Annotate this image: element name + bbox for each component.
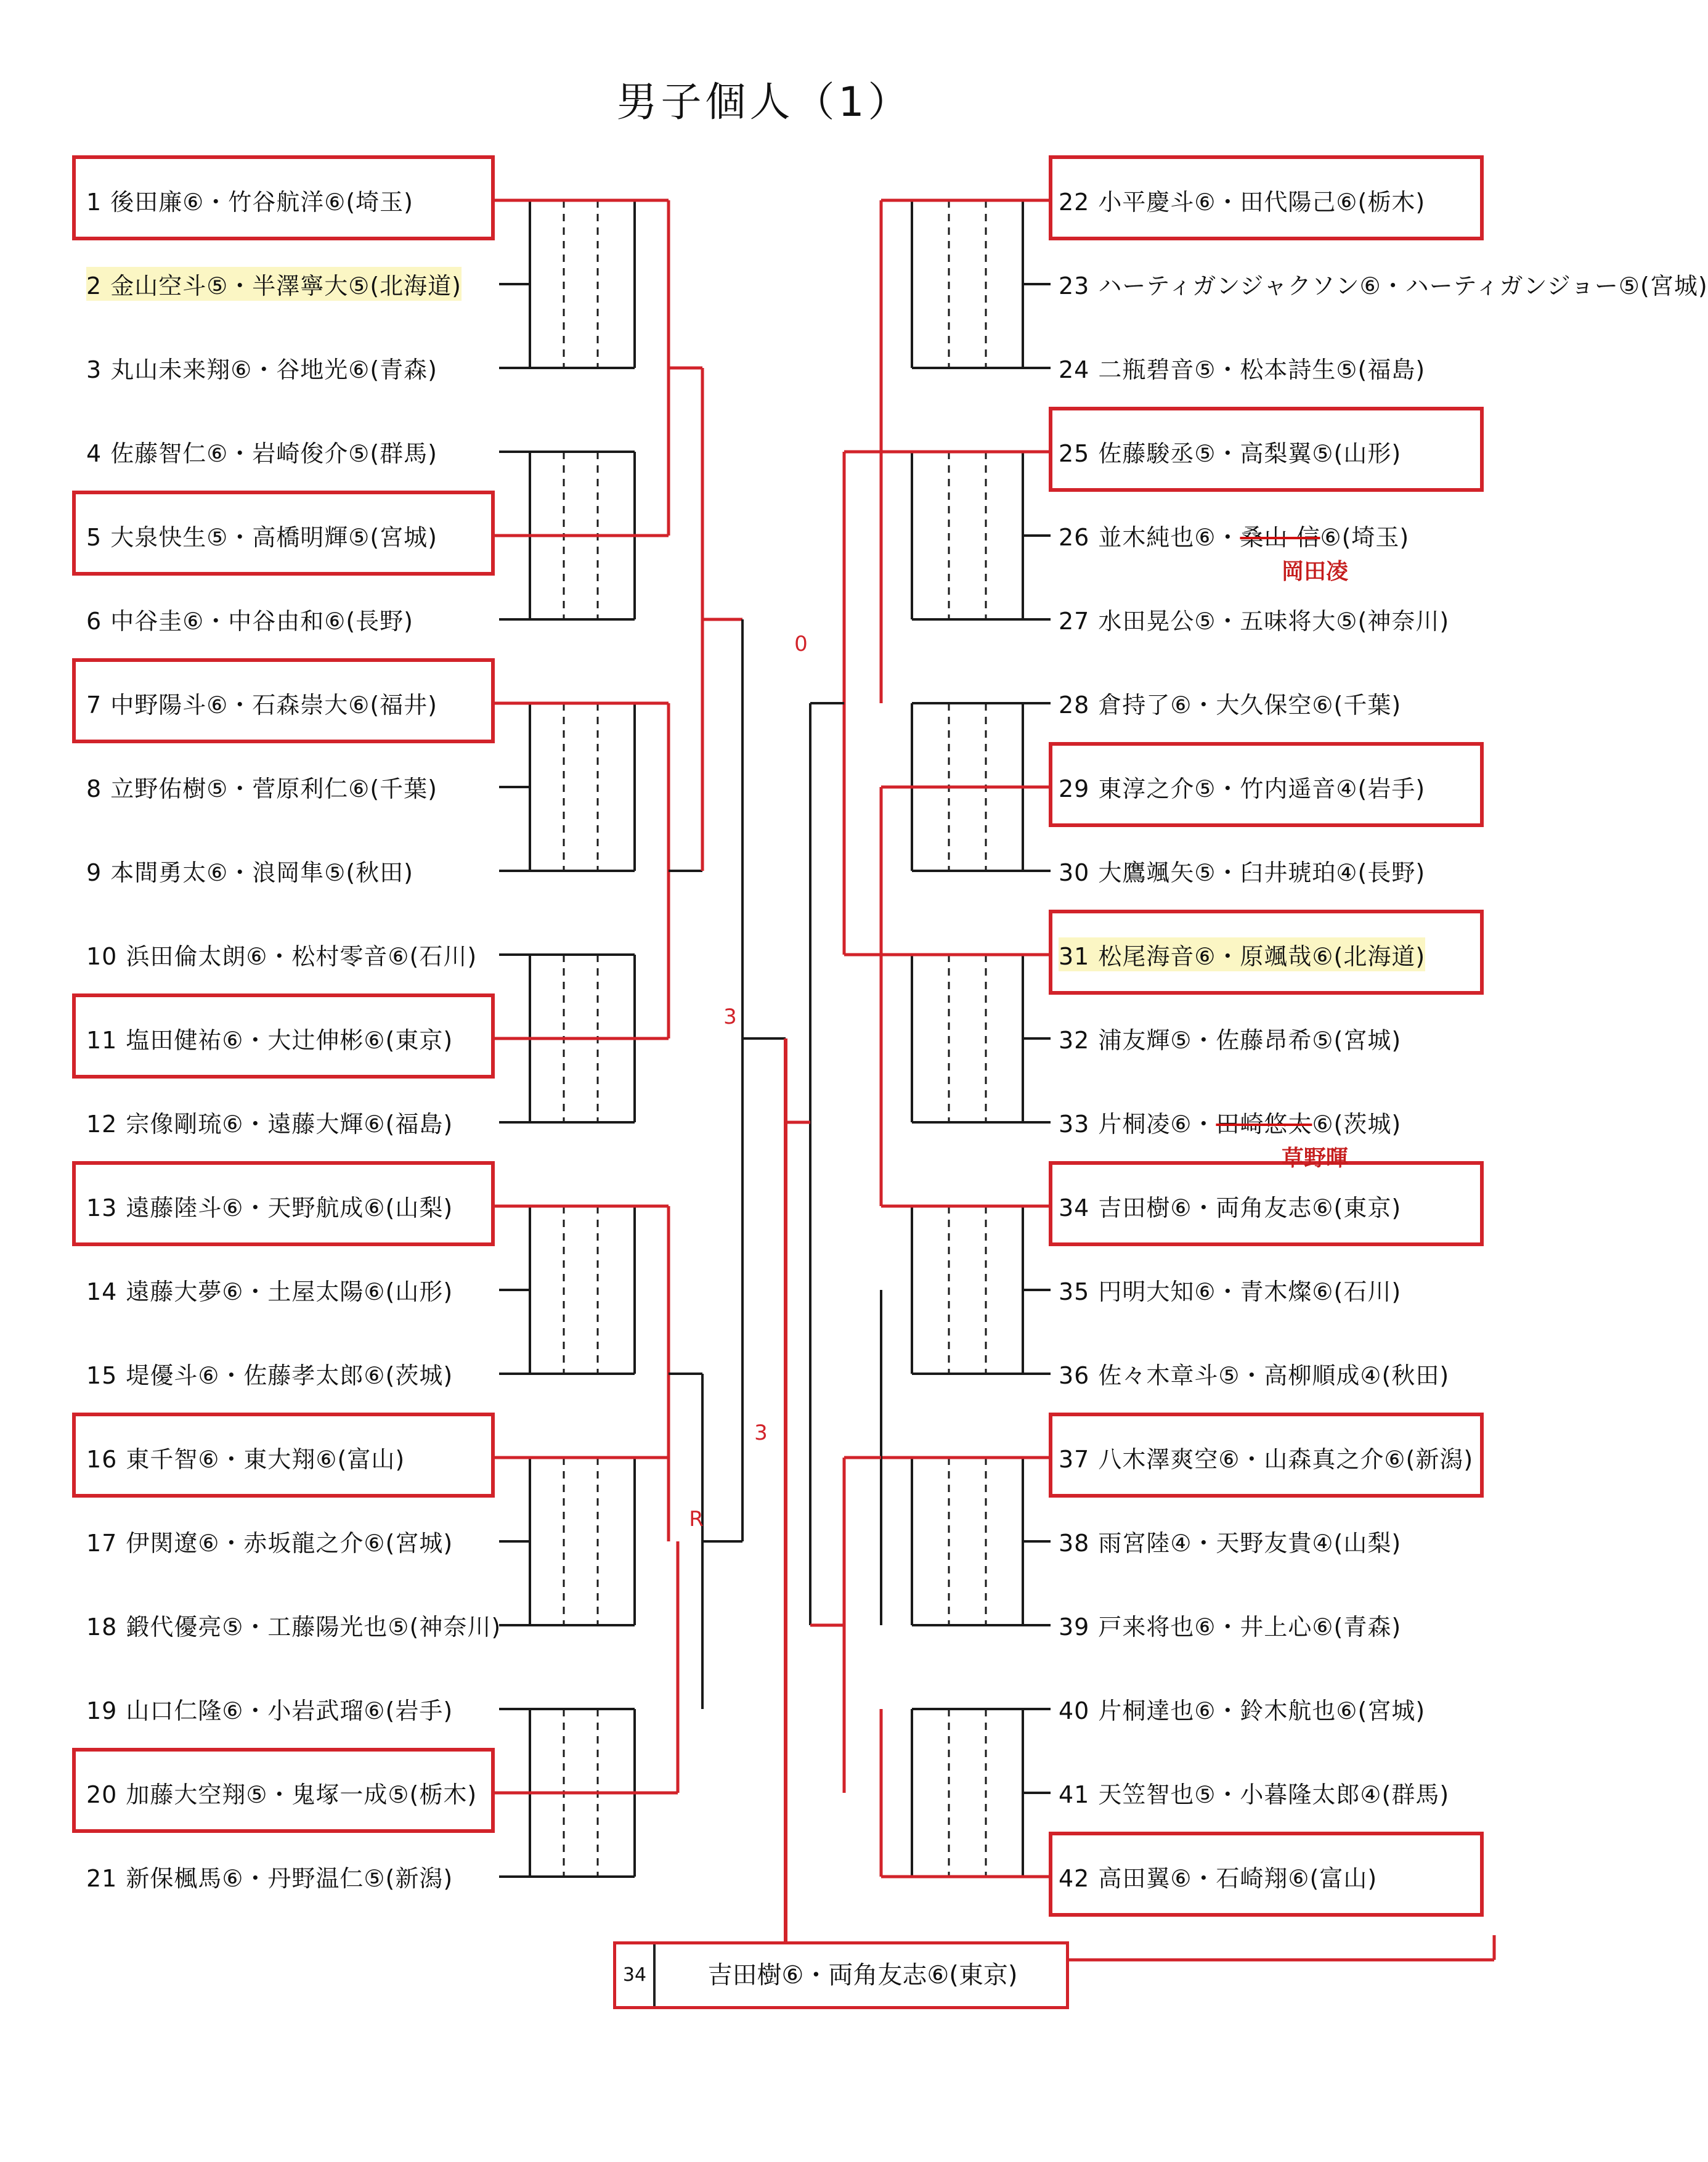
entry-9 <box>86 854 413 887</box>
entry-40 <box>1059 1692 1425 1726</box>
entry-name: 中野陽斗⑥・石森崇大⑥(福井) <box>110 691 437 719</box>
entry-number: 32 <box>1059 1027 1090 1054</box>
entry-name: 倉持了⑥・大久保空⑥(千葉) <box>1098 691 1402 719</box>
entry-number: 38 <box>1059 1530 1090 1557</box>
entry-number: 11 <box>86 1027 118 1054</box>
entry-number: 28 <box>1059 691 1090 719</box>
page-title: 男子個人（1） <box>616 78 913 126</box>
entry-18 <box>86 1608 501 1642</box>
entry-5 <box>86 518 437 552</box>
entry-name: 吉田樹⑥・両角友志⑥(東京) <box>1098 1194 1402 1222</box>
entry-name: 新保楓馬⑥・丹野温仁⑤(新潟) <box>126 1865 453 1892</box>
entry-number: 13 <box>86 1194 118 1222</box>
entry-39 <box>1059 1608 1401 1642</box>
entry-name: 伊関遼⑥・赤坂龍之介⑥(宮城) <box>126 1530 453 1557</box>
entry-27 <box>1059 602 1449 636</box>
entry-name: 本間勇太⑥・浪岡隼⑤(秋田) <box>110 859 413 886</box>
entry-number: 9 <box>86 859 102 886</box>
entry-number: 8 <box>86 775 102 802</box>
round-mark: R <box>689 1507 704 1532</box>
entry-name: 松尾海音⑥・原颯哉⑥(北海道) <box>1098 943 1426 970</box>
entry-number: 5 <box>86 524 102 551</box>
entry-24 <box>1059 351 1425 385</box>
entry-1 <box>86 183 413 217</box>
entry-name: ハーティガンジャクソン⑥・ハーティガンジョー⑤(宮城) <box>1098 272 1708 300</box>
entry-name: 宗像剛琉⑥・遠藤大輝⑥(福島) <box>126 1111 453 1138</box>
entry-38 <box>1059 1524 1401 1558</box>
entry-number: 15 <box>86 1362 118 1389</box>
entry-number: 17 <box>86 1530 118 1557</box>
entry-number: 18 <box>86 1613 118 1641</box>
entry-13 <box>86 1189 453 1223</box>
entry-name: 浜田倫太朗⑥・松村零音⑥(石川) <box>126 943 478 970</box>
entry-number: 34 <box>1059 1194 1090 1222</box>
entry-name: 鍛代優亮⑤・工藤陽光也⑤(神奈川) <box>126 1613 502 1641</box>
entry-name: 片桐達也⑥・鈴木航也⑥(宮城) <box>1098 1697 1426 1724</box>
entry-29 <box>1059 770 1425 804</box>
entry-number: 12 <box>86 1111 118 1138</box>
entry-12 <box>86 1105 453 1139</box>
entry-41 <box>1059 1776 1449 1809</box>
entry-name: 加藤大空翔⑤・鬼塚一成⑤(栃木) <box>126 1781 478 1808</box>
entry-name: 塩田健祐⑥・大辻伸彬⑥(東京) <box>126 1027 453 1054</box>
final-score-left: 3 <box>723 1005 737 1029</box>
entry-number: 10 <box>86 943 118 970</box>
entry-name: 高田翼⑥・石崎翔⑥(富山) <box>1098 1865 1378 1892</box>
entry-42 <box>1059 1859 1377 1893</box>
entry-name: 水田晃公⑤・五味将大⑤(神奈川) <box>1098 608 1450 635</box>
entry-26 <box>1059 518 1409 552</box>
entry-34 <box>1059 1189 1401 1223</box>
entry-31 <box>1059 937 1425 971</box>
entry-number: 22 <box>1059 189 1090 216</box>
entry-name: 天笠智也⑤・小暮隆太郎④(群馬) <box>1098 1781 1450 1808</box>
entry-28 <box>1059 686 1401 720</box>
entry-name: 中谷圭⑥・中谷由和⑥(長野) <box>110 608 413 635</box>
entry-32 <box>1059 1021 1401 1055</box>
champion-name: 吉田樹⑥・両角友志⑥(東京) <box>707 1961 1018 1989</box>
entry-number: 19 <box>86 1697 118 1724</box>
entry-number: 42 <box>1059 1865 1090 1892</box>
entry-number: 35 <box>1059 1278 1090 1305</box>
entry-15 <box>86 1356 453 1390</box>
entry-number: 36 <box>1059 1362 1090 1389</box>
final-score-right: 3 <box>754 1421 768 1445</box>
entry-name: 円明大知⑥・青木燦⑥(石川) <box>1098 1278 1402 1305</box>
entry-6 <box>86 602 413 636</box>
entry-number: 4 <box>86 440 102 467</box>
entry-name: 立野佑樹⑤・菅原利仁⑥(千葉) <box>110 775 437 802</box>
entry-number: 37 <box>1059 1446 1090 1473</box>
entry-2 <box>86 267 462 301</box>
entry-number: 26 <box>1059 524 1090 551</box>
entry-name: 並木純也⑥・ <box>1098 524 1240 551</box>
entry-name: 後田廉⑥・竹谷航洋⑥(埼玉) <box>110 189 413 216</box>
entry-number: 23 <box>1059 272 1090 300</box>
entry-number: 20 <box>86 1781 118 1808</box>
entry-name: 戸来将也⑥・井上心⑥(青森) <box>1098 1613 1402 1641</box>
entry-7 <box>86 686 437 720</box>
entry-name: 小平慶斗⑥・田代陽己⑥(栃木) <box>1098 189 1426 216</box>
entry-number: 21 <box>86 1865 118 1892</box>
entry-10 <box>86 937 477 971</box>
struck-name: 田崎悠太 <box>1216 1111 1312 1138</box>
entry-number: 25 <box>1059 440 1090 467</box>
entry-number: 1 <box>86 189 102 216</box>
entry-name: 大泉快生⑤・高橋明輝⑤(宮城) <box>110 524 437 551</box>
entry-name: 大鷹颯矢⑤・臼井琥珀④(長野) <box>1098 859 1426 886</box>
entry-37 <box>1059 1440 1473 1474</box>
entry-name: 丸山未来翔⑥・谷地光⑥(青森) <box>110 356 437 383</box>
entry-name: 遠藤大夢⑥・土屋太陽⑥(山形) <box>126 1278 453 1305</box>
entry-36 <box>1059 1356 1449 1390</box>
entry-number: 24 <box>1059 356 1090 383</box>
entry-name: 片桐凌⑥・ <box>1098 1111 1216 1138</box>
entry-35 <box>1059 1273 1401 1307</box>
entry-number: 14 <box>86 1278 118 1305</box>
entry-number: 6 <box>86 608 102 635</box>
entry-name: 佐藤智仁⑥・岩崎俊介⑤(群馬) <box>110 440 437 467</box>
round-mark: 0 <box>794 632 808 656</box>
entry-21 <box>86 1859 453 1893</box>
entry-number: 40 <box>1059 1697 1090 1724</box>
entry-name: 東淳之介⑤・竹内遥音④(岩手) <box>1098 775 1426 802</box>
entry-number: 30 <box>1059 859 1090 886</box>
entry-23 <box>1059 267 1708 301</box>
struck-name: 桑山 信 <box>1240 524 1320 551</box>
entry-11 <box>86 1021 453 1055</box>
entry-4 <box>86 434 437 468</box>
entry-number: 41 <box>1059 1781 1090 1808</box>
entry-14 <box>86 1273 453 1307</box>
entry-number: 33 <box>1059 1111 1090 1138</box>
entry-name: 遠藤陸斗⑥・天野航成⑥(山梨) <box>126 1194 453 1222</box>
entry-name: 堤優斗⑥・佐藤孝太郎⑥(茨城) <box>126 1362 453 1389</box>
entry-name: 山口仁隆⑥・小岩武瑠⑥(岩手) <box>126 1697 453 1724</box>
entry-22 <box>1059 183 1425 217</box>
entry-number: 29 <box>1059 775 1090 802</box>
entry-3 <box>86 351 437 385</box>
entry-name: 金山空斗⑤・半澤寧大⑤(北海道) <box>110 272 462 300</box>
entry-number: 31 <box>1059 943 1090 970</box>
entry-17 <box>86 1524 453 1558</box>
entry-name: 東千智⑥・東大翔⑥(富山) <box>126 1446 405 1473</box>
entry-number: 7 <box>86 691 102 719</box>
entry-8 <box>86 770 437 804</box>
entry-name: 佐藤駿丞⑤・高梨翼⑤(山形) <box>1098 440 1402 467</box>
entry-number: 2 <box>86 272 102 300</box>
entry-20 <box>86 1776 477 1809</box>
entry-number: 3 <box>86 356 102 383</box>
entry-number: 16 <box>86 1446 118 1473</box>
entry-33 <box>1059 1105 1401 1139</box>
entry-name: 二瓶碧音⑤・松本詩生⑤(福島) <box>1098 356 1426 383</box>
entry-number: 39 <box>1059 1613 1090 1641</box>
entry-30 <box>1059 854 1425 887</box>
entry-name: 佐々木章斗⑤・高柳順成④(秋田) <box>1098 1362 1450 1389</box>
entry-name: 浦友輝⑤・佐藤昂希⑤(宮城) <box>1098 1027 1402 1054</box>
entry-name: 雨宮陸④・天野友貴④(山梨) <box>1098 1530 1402 1557</box>
substitute-name: 草野暉 <box>1282 1146 1349 1171</box>
champion-number: 34 <box>616 1944 656 2006</box>
entry-16 <box>86 1440 405 1474</box>
entry-19 <box>86 1692 453 1726</box>
substitute-name: 岡田凌 <box>1282 559 1349 584</box>
entry-name-suffix: ⑥(茨城) <box>1312 1111 1402 1138</box>
entry-number: 27 <box>1059 608 1090 635</box>
champion-box <box>613 1941 1069 2009</box>
entry-name-suffix: ⑥(埼玉) <box>1320 524 1410 551</box>
entry-25 <box>1059 434 1401 468</box>
entry-name: 八木澤爽空⑥・山森真之介⑥(新潟) <box>1098 1446 1474 1473</box>
